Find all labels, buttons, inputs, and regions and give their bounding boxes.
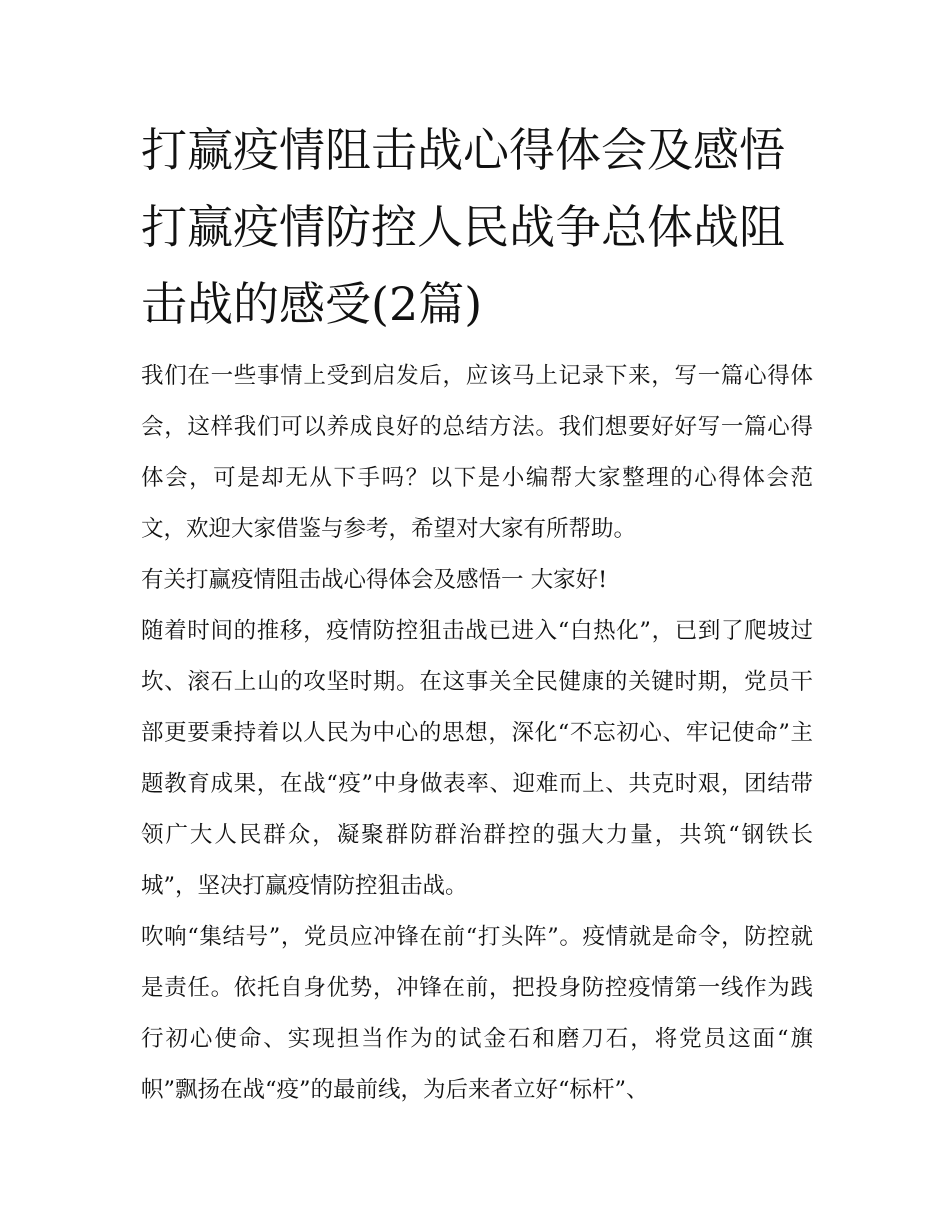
intro-paragraph: 我们在一些事情上受到启发后，应该马上记录下来，写一篇心得体会，这样我们可以养成良好的总结方法。我们想要好好写一篇心得体会，可是却无从下手吗？以下是小编帮大家整理的心得体会范文，欢迎大家借鉴与参考，希望对大家有所帮助。 bbox=[141, 363, 813, 542]
section-heading-paragraph: 有关打赢疫情阻击战心得体会及感悟一 大家好! bbox=[141, 567, 608, 593]
document-title: 打赢疫情阻击战心得体会及感悟 打赢疫情防控人民战争总体战阻击战的感受(2篇) bbox=[141, 123, 785, 331]
body-paragraph: 吹响“集结号”，党员应冲锋在前“打头阵”。疫情就是命令，防控就是责任。依托自身优势，冲锋在前，把投身防控疫情第一线作为践行初心使命、实现担当作为的试金石和磨刀石，将党员这面“旗帜”飘扬在战“疫”的最前线，为后来者立好“标杆”、 bbox=[141, 924, 813, 1103]
document-page bbox=[141, 112, 813, 1116]
body-paragraph: 随着时间的推移，疫情防控狙击战已进入“白热化”，已到了爬坡过坎、滚石上山的攻坚时期。在这事关全民健康的关键时期，党员干部更要秉持着以人民为中心的思想，深化“不忘初心、牢记使命”主题教育成果，在战“疫”中身做表率、迎难而上、共克时艰，团结带领广大人民群众，凝聚群防群治群控的强大力量，共筑“钢铁长城”，坚决打赢疫情防控狙击战。 bbox=[141, 618, 813, 899]
